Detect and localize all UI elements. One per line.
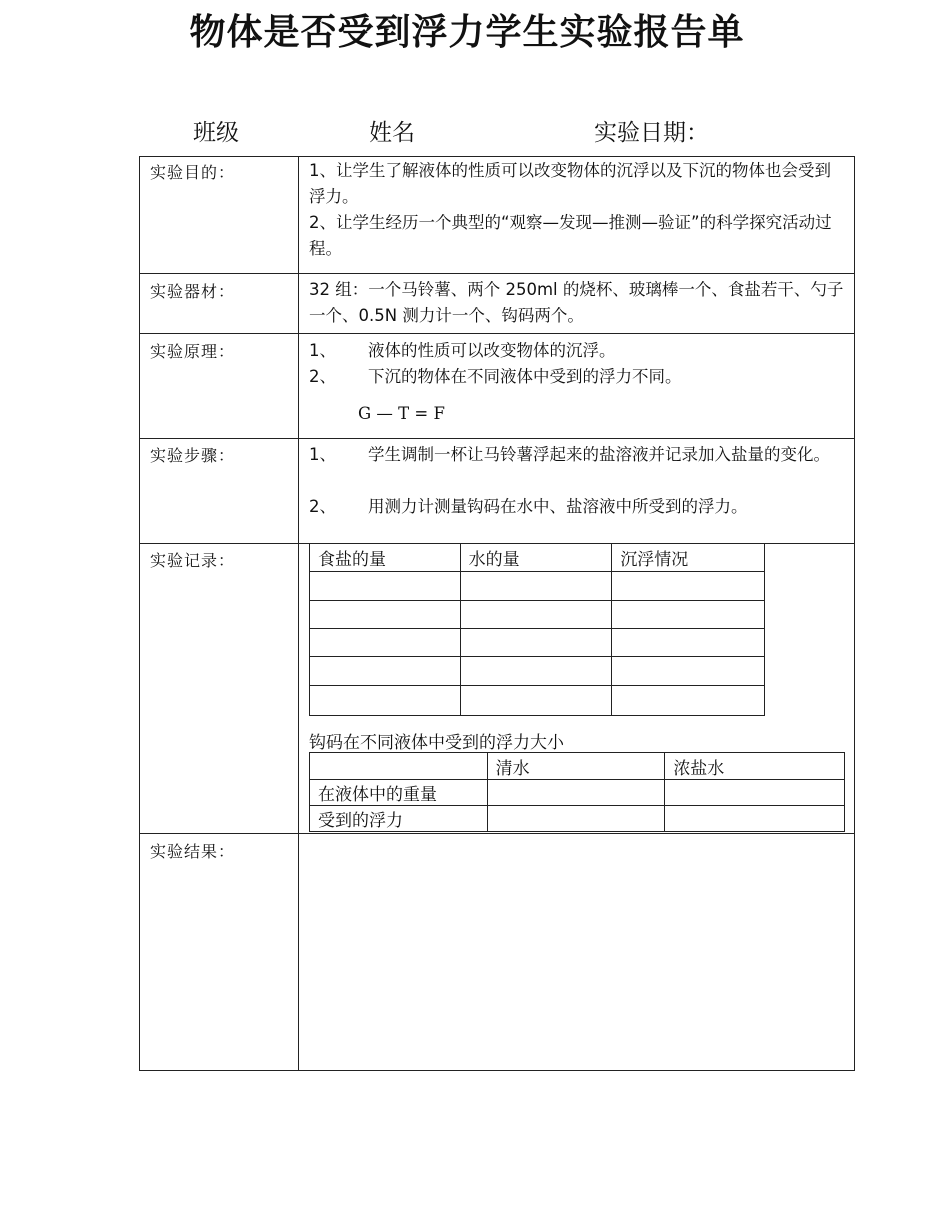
table-cell[interactable] xyxy=(487,806,665,832)
buoyancy-table-caption: 钩码在不同液体中受到的浮力大小 xyxy=(309,733,564,753)
step-text-1: 学生调制一杯让马铃薯浮起来的盐溶液并记录加入盐量的变化。 xyxy=(368,445,830,464)
materials-text: 32 组：一个马铃薯、两个 250ml 的烧杯、玻璃棒一个、食盐若干、勺子一个、0.5N 测力计一个、钩码两个。 xyxy=(309,280,844,325)
buoyancy-table xyxy=(309,752,845,832)
row-divider xyxy=(139,333,855,334)
purpose-label: 实验目的： xyxy=(150,163,236,182)
column-divider xyxy=(298,156,299,1071)
table-cell[interactable] xyxy=(460,686,612,716)
table-row xyxy=(310,629,765,657)
name-label: 姓名 xyxy=(369,120,415,146)
row-divider xyxy=(139,833,855,834)
table-row xyxy=(310,686,765,716)
row-divider xyxy=(139,273,855,274)
date-label: 实验日期： xyxy=(594,120,709,146)
class-label: 班级 xyxy=(193,120,239,146)
table-row xyxy=(310,806,845,832)
header-blank xyxy=(310,753,488,780)
table-cell[interactable] xyxy=(612,657,765,686)
salt-water-table xyxy=(309,543,765,716)
header-salt-amount: 食盐的量 xyxy=(310,544,461,572)
table-header-row xyxy=(310,753,845,780)
header-strong-brine: 浓盐水 xyxy=(665,753,845,780)
principle-number-1: 1、 xyxy=(309,341,336,360)
table-cell[interactable] xyxy=(310,686,461,716)
header-water-amount: 水的量 xyxy=(460,544,612,572)
purpose-line-2: 2、让学生经历一个典型的“观察—发现—推测—验证”的科学探究活动过程。 xyxy=(309,213,832,258)
step-text-2: 用测力计测量钩码在水中、盐溶液中所受到的浮力。 xyxy=(368,497,748,516)
step-number-2: 2、 xyxy=(309,497,336,516)
table-row xyxy=(310,572,765,601)
table-cell[interactable] xyxy=(310,657,461,686)
purpose-line-1: 1、让学生了解液体的性质可以改变物体的沉浮以及下沉的物体也会受到浮力。 xyxy=(309,161,831,206)
materials-label: 实验器材： xyxy=(150,282,236,301)
header-clear-water: 清水 xyxy=(487,753,665,780)
table-cell[interactable] xyxy=(460,629,612,657)
record-label: 实验记录： xyxy=(150,551,236,570)
result-text-area[interactable] xyxy=(309,840,845,1060)
principle-label: 实验原理： xyxy=(150,342,236,361)
table-cell[interactable] xyxy=(310,601,461,629)
step-number-1: 1、 xyxy=(309,445,336,464)
table-cell[interactable] xyxy=(310,572,461,601)
row-label-buoyant-force: 受到的浮力 xyxy=(310,806,488,832)
table-cell[interactable] xyxy=(665,780,845,806)
row-divider xyxy=(139,438,855,439)
table-header-row xyxy=(310,544,765,572)
table-cell[interactable] xyxy=(665,806,845,832)
table-cell[interactable] xyxy=(460,601,612,629)
table-cell[interactable] xyxy=(310,629,461,657)
principle-number-2: 2、 xyxy=(309,367,336,386)
table-cell[interactable] xyxy=(460,572,612,601)
table-cell[interactable] xyxy=(487,780,665,806)
table-row xyxy=(310,601,765,629)
table-row xyxy=(310,657,765,686)
table-cell[interactable] xyxy=(612,601,765,629)
table-cell[interactable] xyxy=(612,686,765,716)
row-label-weight-in-liquid: 在液体中的重量 xyxy=(310,780,488,806)
table-cell[interactable] xyxy=(612,629,765,657)
page-title: 物体是否受到浮力学生实验报告单 xyxy=(189,12,745,53)
header-float-sink: 沉浮情况 xyxy=(612,544,765,572)
steps-label: 实验步骤： xyxy=(150,446,236,465)
principle-text-2: 下沉的物体在不同液体中受到的浮力不同。 xyxy=(368,367,682,386)
table-cell[interactable] xyxy=(460,657,612,686)
table-cell[interactable] xyxy=(612,572,765,601)
table-row xyxy=(310,780,845,806)
principle-text-1: 液体的性质可以改变物体的沉浮。 xyxy=(368,341,616,360)
result-label: 实验结果： xyxy=(150,842,236,861)
principle-formula: G — T = F xyxy=(358,404,445,423)
